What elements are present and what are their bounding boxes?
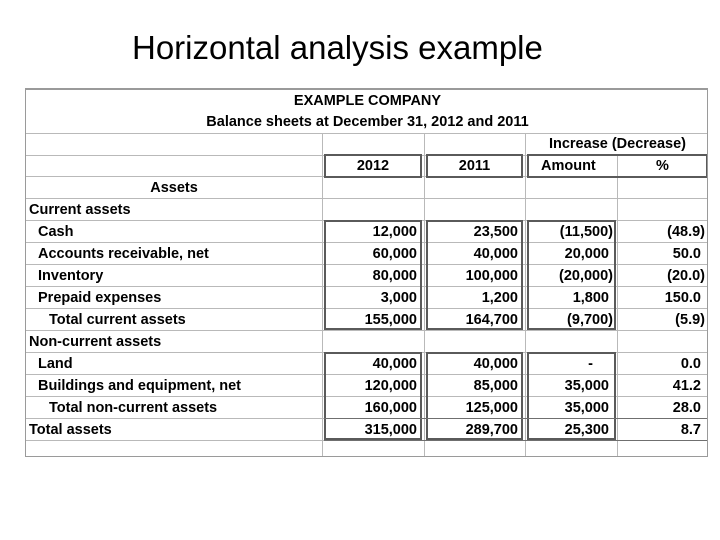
column-divider	[525, 133, 526, 457]
cell-percent: 8.7	[680, 422, 701, 438]
row-label: Cash	[38, 224, 74, 240]
col-amount: Amount	[541, 158, 596, 174]
balance-sheet-table	[25, 88, 708, 457]
row-label: Current assets	[29, 202, 131, 218]
cell-2012: 120,000	[364, 378, 417, 394]
cell-2011: 23,500	[473, 224, 518, 240]
row-label: Buildings and equipment, net	[38, 378, 241, 394]
cell-2012: 160,000	[364, 400, 417, 416]
cell-2012: 12,000	[372, 224, 417, 240]
cell-percent: 0.0	[680, 356, 701, 372]
cell-2011: 1,200	[481, 290, 518, 306]
sheet-subtitle: Balance sheets at December 31, 2012 and 2011	[206, 114, 529, 130]
row-label: Total non-current assets	[49, 400, 218, 416]
cell-2011: 289,700	[465, 422, 518, 438]
cell-2011: 125,000	[465, 400, 518, 416]
slide-title: Horizontal analysis example	[132, 29, 543, 66]
cell-amount: 1,800	[572, 290, 609, 306]
cell-2012: 80,000	[372, 268, 417, 284]
column-divider	[322, 133, 323, 457]
cell-amount: 35,000	[564, 400, 609, 416]
row-label: Non-current assets	[29, 334, 162, 350]
cell-2011: 85,000	[473, 378, 518, 394]
cell-2011: 40,000	[473, 356, 518, 372]
row-label: Accounts receivable, net	[38, 246, 209, 262]
company-name: EXAMPLE COMPANY	[293, 93, 442, 109]
cell-2012: 3,000	[380, 290, 417, 306]
cell-percent: 50.0	[672, 246, 701, 262]
total-rule	[324, 418, 707, 419]
row-label: Total current assets	[49, 312, 186, 328]
cell-2012: 155,000	[364, 312, 417, 328]
change-header: Increase (Decrease)	[548, 136, 687, 152]
column-divider	[617, 155, 618, 457]
col-2011: 2011	[458, 158, 491, 174]
cell-2012: 315,000	[364, 422, 417, 438]
cell-percent: (5.9)	[675, 312, 705, 328]
row-label: Total assets	[29, 422, 112, 438]
row-label: Prepaid expenses	[38, 290, 162, 306]
cell-amount: (9,700)	[567, 312, 613, 328]
total-rule	[324, 440, 707, 441]
cell-percent: 150.0	[664, 290, 701, 306]
cell-amount: -	[588, 356, 593, 372]
cell-amount: 20,000	[564, 246, 609, 262]
col-percent: %	[656, 158, 669, 174]
cell-2011: 164,700	[465, 312, 518, 328]
cell-percent: (48.9)	[667, 224, 705, 240]
col-2012: 2012	[356, 158, 390, 174]
row-label: Inventory	[38, 268, 104, 284]
cell-percent: 28.0	[672, 400, 701, 416]
cell-amount: (20,000)	[558, 268, 613, 284]
cell-amount: (11,500)	[559, 224, 613, 240]
cell-amount: 35,000	[564, 378, 609, 394]
section-assets: Assets	[150, 180, 198, 196]
cell-2012: 60,000	[372, 246, 417, 262]
row-label: Land	[38, 356, 73, 372]
cell-percent: 41.2	[672, 378, 701, 394]
cell-percent: (20.0)	[667, 268, 705, 284]
grid-line	[26, 198, 707, 199]
cell-2011: 100,000	[465, 268, 518, 284]
column-divider	[424, 133, 425, 457]
cell-2011: 40,000	[473, 246, 518, 262]
cell-2012: 40,000	[372, 356, 417, 372]
grid-line	[26, 330, 707, 331]
cell-amount: 25,300	[564, 422, 609, 438]
